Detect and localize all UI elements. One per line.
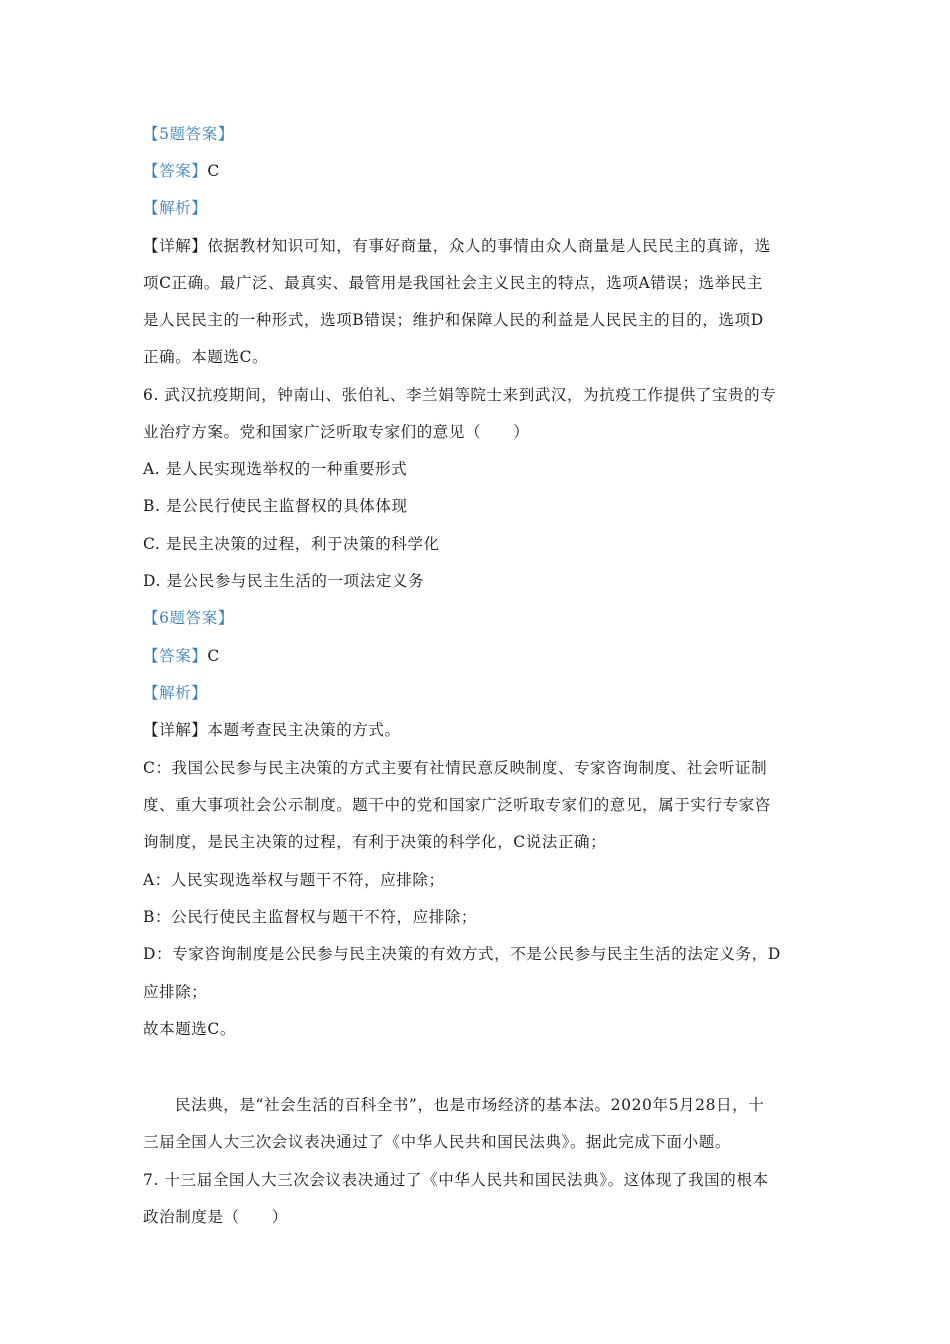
q6-detail-line: 应排除；: [143, 983, 208, 1001]
q5-detail-line: 【详解】依据教材知识可知，有事好商量，众人的事情由众人商量是人民民主的真谛，选: [143, 237, 771, 255]
q6-detail-line: 【详解】本题考查民主决策的方式。: [143, 721, 401, 739]
q6-option-b: B. 是公民行使民主监督权的具体体现: [143, 497, 408, 515]
q6-stem-line: 业治疗方案。党和国家广泛听取专家们的意见（ ）: [143, 423, 530, 441]
q6-detail-line: C：我国公民参与民主决策的方式主要有社情民意反映制度、专家咨询制度、社会听证制: [143, 759, 768, 777]
q6-answer-tag: 【答案】: [143, 647, 208, 665]
q7-stem-line: 7. 十三届全国人大三次会议表决通过了《中华人民共和国民法典》。这体现了我国的根本: [143, 1171, 769, 1189]
q5-answer-value: C: [207, 162, 220, 180]
q6-answer-line: [143, 646, 813, 666]
material-line: 民法典，是“社会生活的百科全书”，也是市场经济的基本法。2020年5月28日，十: [175, 1096, 765, 1114]
q6-analysis-tag: 【解析】: [143, 684, 208, 702]
q6-detail-line: D：专家咨询制度是公民参与民主决策的有效方式，不是公民参与民主生活的法定义务，D: [143, 945, 781, 963]
q6-detail-line: 度、重大事项社会公示制度。题干中的党和国家广泛听取专家们的意见，属于实行专家咨: [143, 796, 771, 814]
material-line: 三届全国人大三次会议表决通过了《中华人民共和国民法典》。据此完成下面小题。: [143, 1133, 731, 1151]
q6-option-a: A. 是人民实现选举权的一种重要形式: [143, 460, 408, 478]
q6-option-c: C. 是民主决策的过程，利于决策的科学化: [143, 535, 440, 553]
q5-analysis-tag: 【解析】: [143, 199, 208, 217]
q5-detail-line: 正确。本题选C。: [143, 348, 269, 366]
q6-detail-line: 询制度，是民主决策的过程，有利于决策的科学化，C说法正确；: [143, 833, 607, 851]
q6-answer-value: C: [207, 647, 220, 665]
q5-answer-header: 【5题答案】: [143, 125, 234, 143]
q6-option-d: D. 是公民参与民主生活的一项法定义务: [143, 572, 425, 590]
q7-stem-line: 政治制度是（ ）: [143, 1208, 288, 1226]
q5-detail-line: 是人民民主的一种形式，选项B错误；维护和保障人民的利益是人民民主的目的，选项D: [143, 311, 764, 329]
q6-detail-line: B：公民行使民主监督权与题干不符，应排除；: [143, 908, 477, 926]
q6-detail-line: 故本题选C。: [143, 1020, 236, 1038]
q5-answer-line: [143, 161, 813, 181]
q6-detail-line: A：人民实现选举权与题干不符，应排除；: [143, 871, 445, 889]
q6-answer-header: 【6题答案】: [143, 609, 234, 627]
q5-detail-line: 项C正确。最广泛、最真实、最管用是我国社会主义民主的特点，选项A错误；选举民主: [143, 274, 763, 292]
q6-stem-line: 6. 武汉抗疫期间，钟南山、张伯礼、李兰娟等院士来到武汉，为抗疫工作提供了宝贵的专: [143, 386, 777, 404]
q5-answer-tag: 【答案】: [143, 162, 208, 180]
